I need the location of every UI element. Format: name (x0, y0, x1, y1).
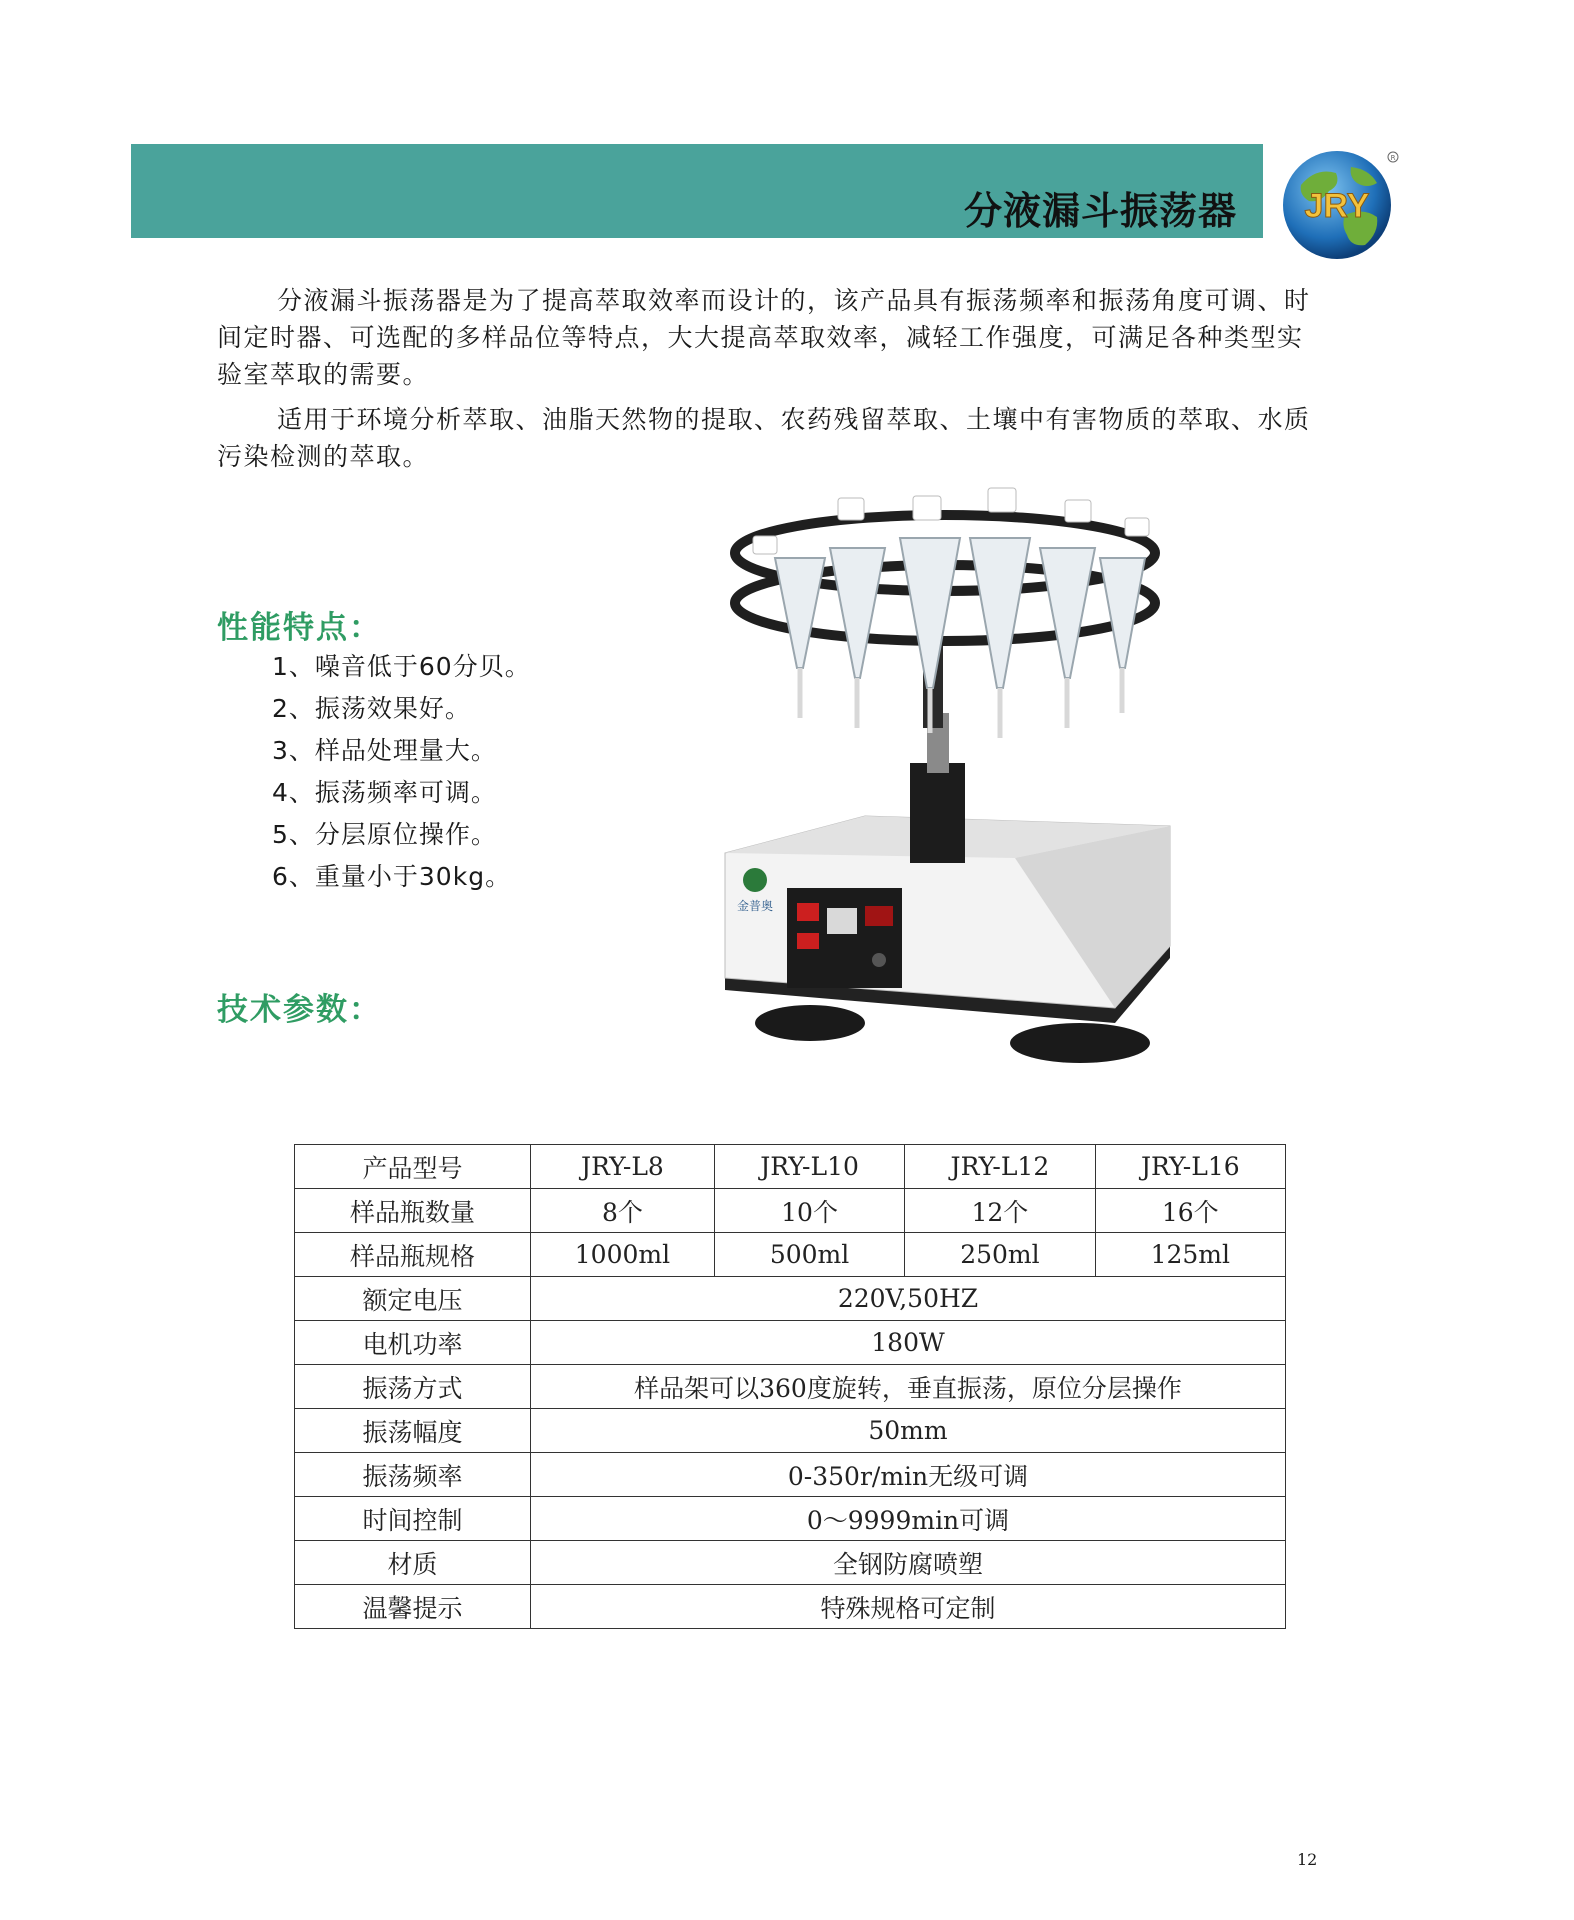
row-label: 振荡频率 (295, 1453, 531, 1497)
table-cell: 50mm (531, 1409, 1286, 1453)
row-label: 温馨提示 (295, 1585, 531, 1629)
table-cell: 12个 (905, 1189, 1095, 1233)
table-row (295, 1233, 1286, 1277)
table-row (295, 1277, 1286, 1321)
table-row (295, 1541, 1286, 1585)
table-cell: 125ml (1095, 1233, 1285, 1277)
feature-item: 4、振荡频率可调。 (272, 778, 497, 807)
table-cell: 样品架可以360度旋转，垂直振荡，原位分层操作 (531, 1365, 1286, 1409)
table-row (295, 1497, 1286, 1541)
intro-text (217, 282, 1317, 483)
row-label: 振荡幅度 (295, 1409, 531, 1453)
table-cell: JRY-L10 (714, 1145, 904, 1189)
table-cell: 16个 (1095, 1189, 1285, 1233)
features-list (272, 646, 531, 898)
product-photo (715, 478, 1195, 1088)
table-cell: 250ml (905, 1233, 1095, 1277)
row-label: 振荡方式 (295, 1365, 531, 1409)
table-cell: 8个 (531, 1189, 715, 1233)
jry-globe-logo (1281, 145, 1399, 263)
feature-item: 1、噪音低于60分贝。 (272, 652, 531, 681)
table-cell: 全钢防腐喷塑 (531, 1541, 1286, 1585)
feature-item: 2、振荡效果好。 (272, 694, 471, 723)
features-heading: 性能特点： (217, 610, 382, 646)
table-row (295, 1145, 1286, 1189)
table-cell: JRY-L16 (1095, 1145, 1285, 1189)
row-label: 产品型号 (295, 1145, 531, 1189)
panel-brand-label: 金普奥 (736, 899, 774, 913)
row-label: 样品瓶规格 (295, 1233, 531, 1277)
feature-item: 5、分层原位操作。 (272, 820, 497, 849)
table-row (295, 1585, 1286, 1629)
intro-paragraph: 分液漏斗振荡器是为了提高萃取效率而设计的，该产品具有振荡频率和振荡角度可调、时间定时器、可选配的多样品位等特点，大大提高萃取效率，减轻工作强度，可满足各种类型实验室萃取的需要。 (217, 286, 1311, 389)
row-label: 电机功率 (295, 1321, 531, 1365)
row-label: 材质 (295, 1541, 531, 1585)
table-row (295, 1321, 1286, 1365)
table-row (295, 1453, 1286, 1497)
specs-heading: 技术参数： (217, 992, 382, 1028)
table-cell: 180W (531, 1321, 1286, 1365)
table-cell: 220V,50HZ (531, 1277, 1286, 1321)
table-row (295, 1409, 1286, 1453)
row-label: 时间控制 (295, 1497, 531, 1541)
title-banner (131, 144, 1263, 238)
table-cell: 1000ml (531, 1233, 715, 1277)
feature-item: 6、重量小于30kg。 (272, 862, 512, 891)
svg-text:R: R (1390, 154, 1396, 162)
table-cell: 0-350r/min无级可调 (531, 1453, 1286, 1497)
table-cell: 0～9999min可调 (531, 1497, 1286, 1541)
page-number: 12 (1297, 1850, 1318, 1869)
feature-item: 3、样品处理量大。 (272, 736, 497, 765)
table-row (295, 1189, 1286, 1233)
table-row (295, 1365, 1286, 1409)
table-cell: JRY-L12 (905, 1145, 1095, 1189)
table-cell: 500ml (714, 1233, 904, 1277)
page-title: 分液漏斗振荡器 (963, 189, 1237, 233)
svg-text:JRY: JRY (1304, 187, 1370, 225)
row-label: 额定电压 (295, 1277, 531, 1321)
table-cell: JRY-L8 (531, 1145, 715, 1189)
table-cell: 特殊规格可定制 (531, 1585, 1286, 1629)
table-cell: 10个 (714, 1189, 904, 1233)
intro-paragraph: 适用于环境分析萃取、油脂天然物的提取、农药残留萃取、土壤中有害物质的萃取、水质污染检测的萃取。 (217, 405, 1311, 471)
row-label: 样品瓶数量 (295, 1189, 531, 1233)
spec-table (294, 1144, 1286, 1629)
